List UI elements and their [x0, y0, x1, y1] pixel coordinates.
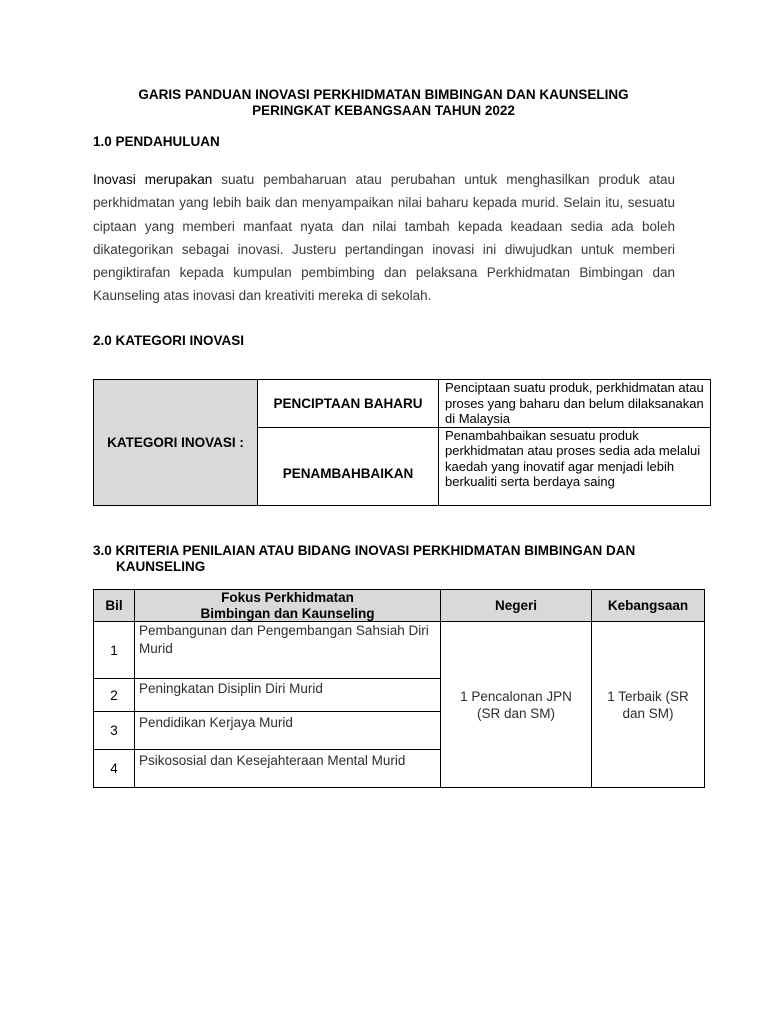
title-line-2: PERINGKAT KEBANGSAAN TAHUN 2022: [252, 103, 515, 118]
row-number: 4: [94, 750, 135, 788]
criteria-table: [93, 589, 705, 788]
fokus-header-line-1: Fokus Perkhidmatan: [221, 590, 354, 605]
negeri-cell: [441, 622, 592, 788]
document-title: [93, 87, 674, 119]
category-name-cell: PENAMBAHBAIKAN: [258, 427, 439, 505]
row-focus: Pembangunan dan Pengembangan Sahsiah Diri Murid: [135, 622, 441, 679]
innovation-category-table: [93, 379, 711, 506]
section-3-heading-line-1: 3.0 KRITERIA PENILAIAN ATAU BIDANG INOVASI PERKHIDMATAN BIMBINGAN DAN: [93, 543, 636, 558]
paragraph-body: suatu pembaharuan atau perubahan untuk menghasilkan produk atau perkhidmatan yang lebih baik dan menyampaikan nilai baharu kepada murid. Selain itu, sesuatu ciptaan yang memberi manfaat nyata dan nilai tambah kepada keadaan sedia ada boleh dikategorikan sebagai inovasi. Justeru pertandingan inovasi ini diwujudkan untuk memberi pengiktirafan kepada kumpulan pembimbing dan pelaksana Perkhidmatan Bimbingan dan Kaunseling atas inovasi dan kreativiti mereka di sekolah.: [93, 172, 675, 304]
row-focus: Peningkatan Disiplin Diri Murid: [135, 679, 441, 712]
negeri-line-2: (SR dan SM): [476, 705, 556, 721]
category-label-cell: KATEGORI INOVASI :: [94, 380, 258, 506]
category-name-cell: PENCIPTAAN BAHARU: [258, 380, 439, 428]
row-number: 3: [94, 712, 135, 750]
paragraph-lead: Inovasi merupakan: [93, 172, 213, 187]
section-3-heading: [93, 543, 635, 575]
kebangsaan-cell: [592, 622, 705, 788]
section-1-heading: 1.0 PENDAHULUAN: [93, 134, 220, 149]
kebangsaan-line-2: dan SM): [622, 705, 674, 721]
fokus-header: [135, 590, 441, 622]
fokus-header-line-2: Bimbingan dan Kaunseling: [200, 605, 375, 621]
section-1-paragraph: [93, 168, 675, 308]
section-3-heading-line-2: KAUNSELING: [116, 559, 206, 574]
row-focus: Pendidikan Kerjaya Murid: [135, 712, 441, 750]
section-2-heading: 2.0 KATEGORI INOVASI: [93, 333, 245, 348]
table-row: [94, 622, 705, 679]
bil-header: Bil: [94, 590, 135, 622]
category-description-cell: Penambahbaikan sesuatu produk perkhidmatan atau proses sedia ada melalui kaedah yang inovatif agar menjadi lebih berkualiti serta berdaya saing: [439, 427, 711, 505]
kebangsaan-line-1: 1 Terbaik (SR: [607, 688, 689, 704]
category-description-cell: Penciptaan suatu produk, perkhidmatan atau proses yang baharu dan belum dilaksanakan di Malaysia: [439, 380, 711, 428]
row-focus: Psikososial dan Kesejahteraan Mental Murid: [135, 750, 441, 788]
negeri-header: Negeri: [441, 590, 592, 622]
table-header-row: [94, 590, 705, 622]
kebangsaan-header: Kebangsaan: [592, 590, 705, 622]
row-number: 1: [94, 622, 135, 679]
title-line-1: GARIS PANDUAN INOVASI PERKHIDMATAN BIMBINGAN DAN KAUNSELING: [138, 87, 629, 102]
negeri-line-1: 1 Pencalonan JPN: [460, 688, 572, 704]
row-number: 2: [94, 679, 135, 712]
